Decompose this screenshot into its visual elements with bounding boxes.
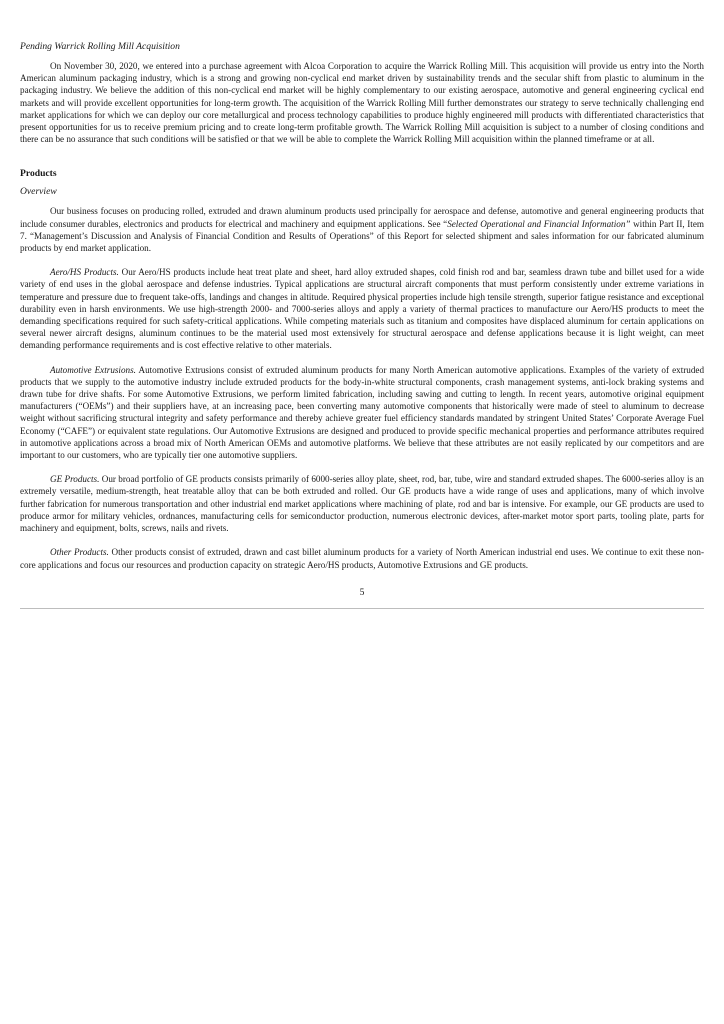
ge-products-body: Our broad portfolio of GE products consists primarily of 6000-series alloy plate, sheet, rod, bar, tube, wire and standard extruded shapes. The 6000-series alloy is an extremely versatile, medium-strength, heat treatable alloy that can be both extruded and rolled. Our GE products have a wide range of uses and applications, many of which involve further fabrication for numerous transportation and other industrial end market applications where machining of plate, rod and bar is intensive. For example, our GE products are used to produce armor for military vehicles, ordnances, manufacturing cells for semiconductor production, numerous electronic devices, after-market motor sport parts, tooling plate, parts for machinery and equipment, bolts, screws, nails and rivets. [20,474,704,534]
automotive-extrusions-body: Automotive Extrusions consist of extruded aluminum products for many North American automotive applications. Examples of the variety of extruded products that we supply to the automotive industry include extruded products for the body-in-white structural components, crash management systems, anti-lock braking systems and drawn tube for drive shafts. For some Automotive Extrusions, we perform limited fabrication, including sawing and cutting to length. In recent years, automotive original equipment manufacturers (“OEMs”) and their suppliers have, at an increasing pace, been converting many automotive components that historically were made of steel to aluminum to decrease weight without sacrificing structural integrity and safety performance and thereby achieve greater fuel efficiency standards mandated by stringent United States’ Corporate Average Fuel Economy (“CAFE”) or equivalent state regulations. Our Automotive Extrusions are designed and produced to provide specific mechanical properties and performance attributes required in automotive applications across a broad mix of North American OEMs and automotive platforms. We believe that these attributes are not easily replicated by our competitors and are important to our customers, who are typically tier one automotive suppliers. [20,364,705,461]
aero-hs-body: Our Aero/HS products include heat treat plate and sheet, hard alloy extruded shapes, cold finish rod and bar, seamless drawn tube and billet used for a wide variety of end uses in the global aerospace and defense industries. Typical applications are structural aircraft components that must perform consistently under extreme variations in temperature and pressure due to frequent take-offs, landings and changes in altitude. Required physical properties include high tensile strength, superior fatigue resistance and exceptional durability even in harsh environments. We use high-strength 2000- and 7000-series alloys and apply a variety of thermal practices to manufacture our Aero/HS products to meet the demanding specifications required for such safety-critical applications. While competing materials such as titanium and composites have displaced aluminum for certain applications on several newer aircraft designs, aluminum continues to be the material used most extensively for structural aerospace and defense applications because it is light weight, can meet demanding performance requirements and is cost effective relative to other materials. [20,267,704,351]
products-heading: Products [20,168,57,180]
overview-text-after: within Part II, Item 7. “Management’s Discussion and Analysis of Financial Condition and Results of Operations” of this Report for selected shipment and sales information for our fabricated aluminum products by end market application. [20,218,704,254]
other-products-body: Other products consist of extruded, drawn and cast billet aluminum products for a variety of North American industrial end uses. We continue to exit these non-core applications and focus our resources and production capacity on strategic Aero/HS products, Automotive Extrusions and GE products. [20,547,704,570]
automotive-extrusions-paragraph [20,364,704,462]
other-products-paragraph [20,546,704,570]
aero-hs-paragraph [20,266,704,351]
ge-products-lead: GE Products. [50,474,100,485]
overview-heading: Overview [20,186,57,198]
warrick-acquisition-heading: Pending Warrick Rolling Mill Acquisition [20,41,180,52]
footer-divider [20,608,704,609]
overview-text-before: Our business focuses on producing rolled, extruded and drawn aluminum products used principally for aerospace and defense, automotive and general engineering products that include consumer durables, electronics and products for electrical and machinery and equipment applications. See “ [20,206,704,229]
other-products-lead: Other Products. [50,547,109,558]
page-number: 5 [359,586,365,598]
overview-reference-italic: Selected Operational and Financial Information” [447,218,631,229]
aero-hs-lead: Aero/HS Products. [50,267,119,278]
warrick-acquisition-paragraph: On November 30, 2020, we entered into a purchase agreement with Alcoa Corporation to acquire the Warrick Rolling Mill. This acquisition will provide us entry into the North American aluminum packaging industry, which is a strong and growing non-cyclical end market driven by sustainability trends and the secular shift from plastic to aluminum in the packaging industry. We believe the addition of this non-cyclical end market will be highly complementary to our existing aerospace, automotive and general engineering cyclical end markets and will provide excellent opportunities for long-term growth. The acquisition of the Warrick Rolling Mill further demonstrates our strategy to serve technically challenging end market applications for which we can deploy our core metallurgical and process technology capabilities to produce highly engineered mill products with differentiated characteristics that present opportunities for us to receive premium pricing and to create long-term profitable growth. The Warrick Rolling Mill acquisition is subject to a number of closing conditions and there can be no assurance that such conditions will be satisfied or that we will be able to complete the Warrick Rolling Mill acquisition within the planned timeframe or at all. [20,61,704,145]
automotive-extrusions-lead: Automotive Extrusions. [50,364,136,375]
ge-products-paragraph [20,473,704,534]
overview-paragraph [20,205,704,254]
